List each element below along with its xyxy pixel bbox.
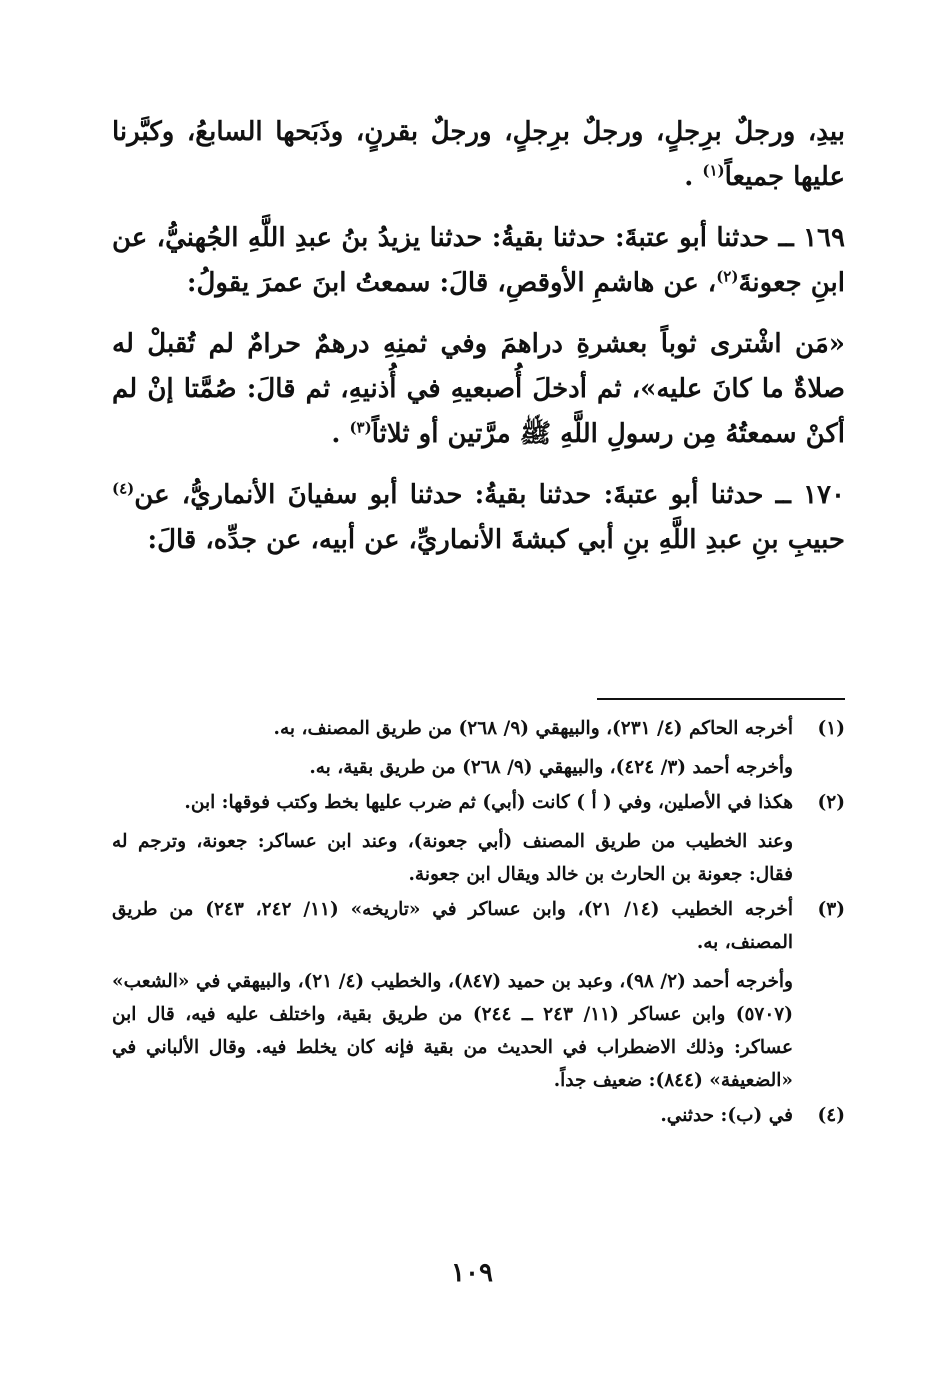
hadith-169-quote <box>112 322 845 457</box>
footnote-line: وأخرجه أحمد (٢/ ٩٨)، وعبد بن حميد (٨٤٧)، والخطيب (٤/ ٢١)، والبيهقي في «الشعب» (٥٧٠٧) وابن عساكر (١١/ ٢٤٣ ــ ٢٤٤) من طريق بقية، واختلف عليه فيه، قال ابن عساكر: وذلك الاضطراب في الحديث من بقية فإنه كان يخلط فيه. وقال الألباني في «الضعيفة» (٨٤٤): ضعيف جداً. <box>112 971 794 1091</box>
footnote-body <box>112 712 793 784</box>
footnote-line: هكذا في الأصلين، وفي ( أ ) كانت (أبي) ثم ضرب عليها بخط وكتب فوقها: ابن. <box>184 792 793 813</box>
paragraph-text: «مَن اشْترى ثوباً بعشرةِ دراهمَ وفي ثمنِهِ درهمٌ حرامٌ لم تُقبلْ له صلاةٌ ما كانَ عليه»، ثم أدخلَ أُصبعيهِ في أُذنيهِ، ثم قالَ: صُمَّتا إنْ لم أكنْ سمعتُهُ مِن رسولِ اللَّهِ ﷺ مرَّتين أو ثلاثاً <box>112 329 845 449</box>
footnote-line: أخرجه الحاكم (٤/ ٢٣١)، والبيهقي (٩/ ٢٦٨) من طريق المصنف، به. <box>273 718 793 739</box>
footnote-line: في (ب): حدثني. <box>660 1105 793 1126</box>
footnote-number: (٤) <box>817 1105 845 1126</box>
footnote-number: (٣) <box>817 899 845 920</box>
paragraph-end: ، عن هاشمِ الأوقصِ، قالَ: سمعتُ ابنَ عمرَ يقولُ: <box>186 268 717 298</box>
footnote-ref-2: (٢) <box>716 267 739 286</box>
paragraph-1 <box>112 110 845 200</box>
footnote-ref-3: (٣) <box>349 418 372 437</box>
footnote-3 <box>112 893 845 1097</box>
footnote-line: أخرجه الخطيب (١٤/ ٢١)، وابن عساكر في «تاريخه» (١١/ ٢٤٢، ٢٤٣) من طريق المصنف، به. <box>112 899 793 953</box>
hadith-170 <box>112 473 845 563</box>
page-number: ١٠٩ <box>451 1258 493 1288</box>
footnote-body <box>112 1099 793 1132</box>
footnote-1 <box>112 712 845 784</box>
footnote-number: (٢) <box>817 792 845 813</box>
paragraph-text: ١٦٩ ــ حدثنا أبو عتبةَ: حدثنا بقيةُ: حدثنا يزيدُ بنُ عبدِ اللَّهِ الجُهنيُّ، عن ابنِ جعونةَ <box>112 223 845 298</box>
footnotes <box>112 712 845 1134</box>
footnote-ref-1: (١) <box>702 161 725 180</box>
footnote-body <box>112 786 793 891</box>
footnote-number: (١) <box>817 718 845 739</box>
paragraph-end: . <box>684 162 703 192</box>
footnote-2 <box>112 786 845 891</box>
footnote-4 <box>112 1099 845 1132</box>
footnote-separator <box>597 698 845 700</box>
hadith-169 <box>112 216 845 306</box>
paragraph-text: ١٧٠ ــ حدثنا أبو عتبةَ: حدثنا بقيةُ: حدثنا أبو سفيانَ الأنماريُّ، عن <box>134 480 845 510</box>
footnote-line: وعند الخطيب من طريق المصنف (أبي جعونة)، وعند ابن عساكر: جعونة، وترجم له فقال: جعونة بن الحارث بن خالد ويقال ابن جعونة. <box>112 831 793 885</box>
paragraph-end: حبيبِ بنِ عبدِ اللَّهِ بنِ أبي كبشةَ الأنماريِّ، عن أبيه، عن جدِّه، قالَ: <box>147 525 845 555</box>
footnote-line: وأخرجه أحمد (٣/ ٤٢٤)، والبيهقي (٩/ ٢٦٨) من طريق بقية، به. <box>309 757 793 778</box>
paragraph-end: . <box>331 419 350 449</box>
paragraph-text: بيدِ، ورجلٌ برِجلٍ، ورجلٌ برِجلٍ، ورجلٌ بقرنٍ، وذَبَحها السابعُ، وكبَّرنا عليها جميعاً <box>112 117 845 192</box>
footnote-ref-4: (٤) <box>112 479 135 498</box>
footnote-body <box>112 893 793 1097</box>
main-text <box>112 110 845 579</box>
